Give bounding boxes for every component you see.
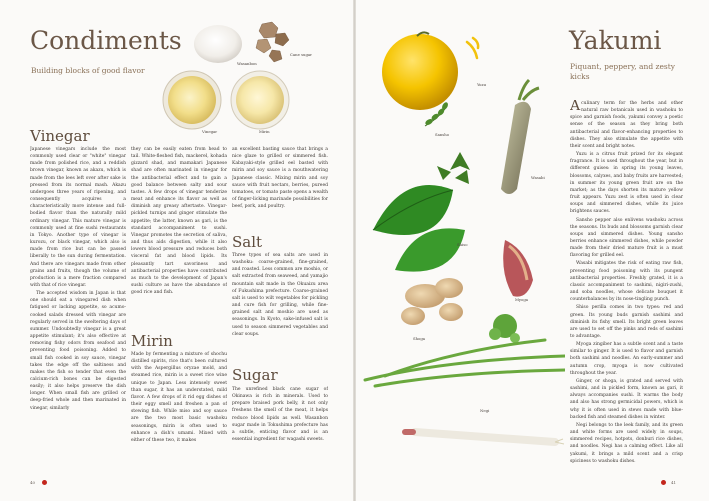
column-2b xyxy=(131,351,227,476)
page-title: Condiments xyxy=(30,26,182,55)
caption-shiso: Shiso xyxy=(457,242,468,247)
column-3b xyxy=(232,252,328,362)
paragraph: Wasabi mitigates the risk of eating raw fish, preventing food poisoning with its pungent antibacterial properties. Freshly grated, it is a classic accompaniment to sashimi, nigiri-zushi, and soba noodles, whose delicate bouquet it counterbalances by its nose-tingling punch. xyxy=(570,261,683,303)
page-subtitle: Building blocks of good flavor xyxy=(31,66,145,75)
yuzu-image xyxy=(382,32,458,110)
paragraph: they can be easily eaten from head to tail. White-fleshed fish, mackerel, kohada gizzard shad, and mamakari Japanese shad are often marinated in vinegar for the antibacterial effect and to gain a good balance between salty and sour tastes. A few drops of vinegar tenderize meat and enhance its flavor as well as diminish any greasy aftertaste. Vinegar-pickled turnips and ginger stimulate the appetite; the latter, known as gari, is the standard accompaniment to sushi. Vinegar promotes the secretion of saliva, and thus aids digestion, while it also lowers blood pressure and reduces both visceral fat and blood lipids. Its pleasantly tart savoriness and antibacterial properties have contributed as much to the development of Japan's sushi culture as have the abundance of good rice and fish. xyxy=(131,147,227,296)
caption-wasanbon: Wasanbon xyxy=(237,61,257,66)
accent-dot xyxy=(42,480,47,485)
paragraph: Japanese vinegars include the most commonly used clear or "white" vinegar made from polished rice, and a reddish brown vinegar, known as akazu, which is made from the lees left over after sake is pressed from its normal mash. Akazu undergoes three years of ripening, and consequently acquires a characteristically more intense and full-bodied flavor than the naturally mild ordinary vinegar. This mature vinegar is commonly used at fine sushi restaurants in Tokyo. Another type of vinegar is kurozu, or black vinegar, which also is made from rice but can be passed liberally to the sun during fermentation. And there are vinegars made from other grains and fruits, though the volume of production is a mere fraction compared with that of rice vinegar. xyxy=(30,147,126,288)
chopped-negi-image xyxy=(489,314,520,343)
yakumi-photo-collage xyxy=(355,30,565,470)
caption-sansho: Sansho xyxy=(435,132,449,137)
shoga-image xyxy=(401,278,463,325)
vinegar-bowl-image xyxy=(163,71,221,129)
wasanbon-sugar-image xyxy=(194,25,242,63)
negi-green-image xyxy=(365,340,565,386)
paragraph: Three types of sea salts are used in washoku: coarse-grained, fine-grained, and roasted. Less common are moshio, or salt extracted from seaweed, and yamajio mountain salt made in the Okuaizu area of Fukushima prefecture. Coarse-grained salt is used to wilt vegetables for pickling and cure fish for grilling, while fine-grained salt and moshio are used as seasonings. In Kyoto, sake-infused salt is used to season simmered vegetables and clear soups. xyxy=(232,253,328,337)
caption-wasabi: Wasabi xyxy=(531,175,545,180)
column-2 xyxy=(131,146,227,330)
column-3c xyxy=(232,386,328,476)
page-title: Yakumi xyxy=(569,26,662,55)
paragraph: Yuzu is a citrus fruit prized for its elegant fragrance. It is used throughout the year, but in different guises: in spring its young leaves, blossoms, calyxes, and baby fruits are harvested; in summer its young green fruit are on the market; as the days shorten its mature yellow fruit appears. Yuzu zest is often used in clear soups and simmered dishes, while its juice brightens sauces. xyxy=(570,152,683,215)
shiso-image xyxy=(373,185,465,272)
negi-white-image xyxy=(405,432,564,444)
caption-mirin: Mirin xyxy=(259,129,270,134)
mirin-bowl-image xyxy=(231,71,289,129)
drop-cap: A xyxy=(570,100,581,114)
myoga-image xyxy=(503,240,533,297)
heading-vinegar: Vinegar xyxy=(30,127,90,145)
bowl-photos xyxy=(150,70,300,132)
paragraph: The unrefined black cane sugar of Okinawa is rich in minerals. Used to prepare braised pork belly, it not only freshens the smell of the meat, it helps reduce blood lipids as well. Wasanbon sugar made in Tokushima prefecture has a subtle, enticing flavor and is an essential ingredient for wagashi sweets. xyxy=(232,387,328,443)
sansho-leaves-image xyxy=(437,152,470,184)
accent-dot xyxy=(661,480,666,485)
caption-yuzu: Yuzu xyxy=(477,82,487,87)
heading-sugar: Sugar xyxy=(232,366,278,384)
page-number: 40 xyxy=(30,480,36,485)
heading-salt: Salt xyxy=(232,233,263,251)
caption-cane-sugar: Cane sugar xyxy=(290,52,312,57)
paragraph: Ginger, or shoga, is grated and served with sashimi, and in pickled form, known as gari, it always accompanies sushi. It warms the body and also has strong germicidal powers, which is why it is often used in stews made with blue-backed fish and steamed dishes in winter. xyxy=(570,378,683,420)
column-yakumi xyxy=(570,100,683,476)
column-3a xyxy=(232,146,328,228)
yuzu-zest-image xyxy=(467,38,478,58)
right-page xyxy=(355,0,709,501)
column-1 xyxy=(30,146,126,476)
paragraph: The accepted wisdom in Japan is that one should eat a vinegared dish when fatigued or lacking appetite, so acumo-cooked salads dressed with vinegar are regularly served in the sweltering days of summer. Undoubtedly vinegar is a great appetite stimulant; it's also effective at removing fishy odors from seafood and preventing food poisoning. Added to small fish cooked in soy sauce, vinegar takes the edge off the saltiness and makes the fish so tender that even the calcium-rich bones can be digested easily; it also helps preserve the dish longer. When small fish are grilled or deep-fried whole and then marinated in vinegar, similarly xyxy=(30,291,126,411)
cane-sugar-image xyxy=(256,22,289,62)
paragraph: an excellent basting sauce that brings a nice glaze to grilled or simmered fish. Kabayaki-style grilled eel basted with mirin and soy sauce is a mouthwatering Japanese classic. Mixing mirin and soy sauce with fruit nectars, berries, pureed tomatoes, or tomato paste opens a wealth of finger-licking marinade possibilities for beef, pork, and poultry. xyxy=(232,147,328,210)
caption-myoga: Myoga xyxy=(515,297,529,302)
paragraph: Made by fermenting a mixture of shochu distilled spirits, rice that's been cultured with the Aspergillus oryzae mold, and steamed rice, mirin is a sweet rice wine unique to Japan. Less intensely sweet than sugar, it has an understated, mild flavor. A few drops of it rid egg dishes of their eggy smell and freshen a pan of stewing fish. While miso and soy sauce are the two most basic washoku seasonings, mirin is often used to enhance a dish's umami. Mixed with either of these two, it makes xyxy=(131,352,227,443)
heading-mirin: Mirin xyxy=(131,332,173,350)
page-subtitle: Piquant, peppery, and zesty kicks xyxy=(570,62,676,81)
caption-negi: Negi xyxy=(480,408,490,413)
paragraph: Sansho pepper also enlivens washoku across the seasons. Its buds and blossoms garnish clear soups and simmered dishes. Young sansho berries enhance simmered dishes, while powder made from their dried mature fruit is a must flavoring for grilled eel. xyxy=(570,217,683,259)
caption-vinegar: Vinegar xyxy=(202,129,218,134)
page-number: 41 xyxy=(671,480,677,485)
paragraph: Myoga zingiber has a subtle scent and a taste similar to ginger. It is used to flavor and garnish both sashimi and noodles. An early-summer and autumn crop, myoga is now cultivated throughout the year. xyxy=(570,342,683,376)
caption-shoga: Shoga xyxy=(413,336,426,341)
intro-paragraph: Aculinary term for the herbs and other natural raw botanicals used in washoku to spice and garnish foods, yakumi convey a poetic sense of the season as they bring both antibacterial and flavor-enhancing properties to dishes. They also stimulate the appetite with their scent and bright notes. xyxy=(570,100,683,149)
paragraph: Negi belongs to the leek family, and its green and white forms are used widely in soups, simmered recipes, hotpots, donburi rice dishes, and noodles. Negi has a calming effect. Like all yakumi, it brings a mild scent and a crisp spiciness to washoku dishes. xyxy=(570,422,683,464)
paragraph: Shiso perilla comes in two types: red and green. Its young buds garnish sashimi and diminish its fishy smell. Its bright green leaves are used to set off the pinks and reds of sashimi to advantage. xyxy=(570,305,683,339)
left-page xyxy=(0,0,354,501)
